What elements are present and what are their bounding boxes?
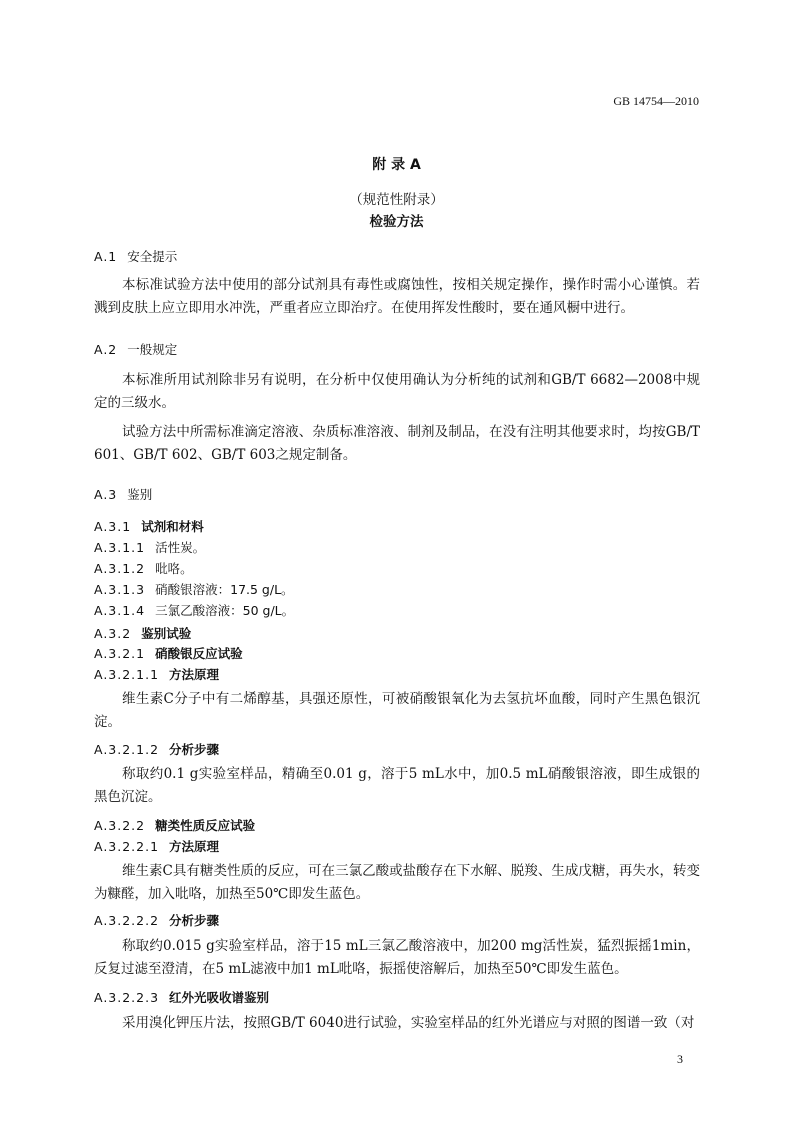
section-number: A.3.2.2 bbox=[94, 818, 146, 833]
section-a3223-paragraph: 采用溴化钾压片法，按照GB/T 6040进行试验，实验室样品的红外光谱应与对照的图谱一致（对 bbox=[122, 1015, 695, 1031]
appendix-subtitle: （规范性附录） bbox=[349, 192, 444, 208]
page-number: 3 bbox=[677, 1052, 683, 1066]
section-number: A.3.1 bbox=[94, 519, 132, 534]
section-a1-heading bbox=[94, 247, 177, 265]
section-a3211-heading bbox=[94, 665, 219, 683]
section-title: 鉴别试验 bbox=[141, 626, 192, 641]
section-a1-paragraph: 本标准试验方法中使用的部分试剂具有毒性或腐蚀性，按相关规定操作，操作时需小心谨慎。若溅到皮肤上应立即用水冲洗，严重者应立即治疗。在使用挥发性酸时，要在通风橱中进行。 bbox=[94, 277, 700, 316]
section-a3212-heading bbox=[94, 740, 219, 758]
section-a3211-paragraph: 维生素C分子中有二烯醇基，具强还原性，可被硝酸银氧化为去氢抗坏血酸，同时产生黑色银沉淀。 bbox=[94, 691, 700, 730]
section-number: A.3.2.2.3 bbox=[94, 990, 160, 1005]
section-number: A.3.2.1.1 bbox=[94, 667, 160, 682]
appendix-name: 检验方法 bbox=[369, 214, 424, 230]
section-number: A.3.2.2.1 bbox=[94, 839, 160, 854]
section-number: A.1 bbox=[94, 249, 118, 264]
section-a32-heading bbox=[94, 624, 191, 642]
section-a3-heading bbox=[94, 485, 152, 503]
section-a2-paragraph-1: 本标准所用试剂除非另有说明，在分析中仅使用确认为分析纯的试剂和GB/T 6682—2008中规定的三级水。 bbox=[94, 372, 700, 411]
section-number: A.3.2.1 bbox=[94, 646, 146, 661]
item-text: 硝酸银溶液：17.5 g/L。 bbox=[155, 582, 294, 597]
section-title: 硝酸银反应试验 bbox=[155, 646, 243, 661]
item-a314 bbox=[94, 601, 294, 619]
section-number: A.3.2.2.2 bbox=[94, 913, 160, 928]
appendix-title: 附 录 A bbox=[372, 157, 421, 173]
section-a31-heading bbox=[94, 517, 204, 535]
item-number: A.3.1.1 bbox=[94, 540, 146, 555]
section-number: A.3.2 bbox=[94, 626, 132, 641]
section-a3212-paragraph: 称取约0.1 g实验室样品，精确至0.01 g，溶于5 mL水中，加0.5 mL硝酸银溶液，即生成银的黑色沉淀。 bbox=[94, 766, 700, 805]
section-title: 试剂和材料 bbox=[141, 519, 204, 534]
item-text: 三氯乙酸溶液：50 g/L。 bbox=[155, 603, 295, 618]
section-a3222-paragraph: 称取约0.015 g实验室样品，溶于15 mL三氯乙酸溶液中，加200 mg活性炭，猛烈振摇1min，反复过滤至澄清，在5 mL滤液中加1 mL吡咯，振摇使溶解后，加热至50℃即发生蓝色。 bbox=[94, 938, 700, 977]
section-a2-heading bbox=[94, 340, 177, 358]
section-a3221-heading bbox=[94, 837, 219, 855]
section-number: A.2 bbox=[94, 342, 118, 357]
item-text: 吡咯。 bbox=[155, 561, 193, 576]
section-title: 分析步骤 bbox=[169, 913, 220, 928]
section-a3222-heading bbox=[94, 911, 219, 929]
section-title: 安全提示 bbox=[127, 249, 178, 264]
item-a311 bbox=[94, 538, 205, 556]
section-a322-heading bbox=[94, 816, 255, 834]
section-title: 方法原理 bbox=[169, 839, 220, 854]
section-number: A.3.2.1.2 bbox=[94, 742, 160, 757]
item-a312 bbox=[94, 559, 193, 577]
section-title: 一般规定 bbox=[127, 342, 178, 357]
item-number: A.3.1.2 bbox=[94, 561, 146, 576]
item-text: 活性炭。 bbox=[155, 540, 206, 555]
section-title: 糖类性质反应试验 bbox=[155, 818, 256, 833]
item-number: A.3.1.3 bbox=[94, 582, 146, 597]
section-a2-paragraph-2: 试验方法中所需标准滴定溶液、杂质标准溶液、制剂及制品，在没有注明其他要求时，均按GB/T 601、GB/T 602、GB/T 603之规定制备。 bbox=[94, 424, 700, 463]
section-title: 分析步骤 bbox=[169, 742, 220, 757]
section-title: 方法原理 bbox=[169, 667, 220, 682]
section-number: A.3 bbox=[94, 487, 118, 502]
section-a3221-paragraph: 维生素C具有糖类性质的反应，可在三氯乙酸或盐酸存在下水解、脱羧、生成戊糖，再失水，转变为糠醛，加入吡咯，加热至50℃即发生蓝色。 bbox=[94, 863, 700, 902]
item-number: A.3.1.4 bbox=[94, 603, 146, 618]
standard-id: GB 14754—2010 bbox=[613, 94, 699, 108]
section-title: 红外光吸收谱鉴别 bbox=[169, 990, 270, 1005]
item-a313 bbox=[94, 580, 294, 598]
section-title: 鉴别 bbox=[127, 487, 153, 502]
section-a321-heading bbox=[94, 644, 243, 662]
section-a3223-heading bbox=[94, 988, 269, 1006]
